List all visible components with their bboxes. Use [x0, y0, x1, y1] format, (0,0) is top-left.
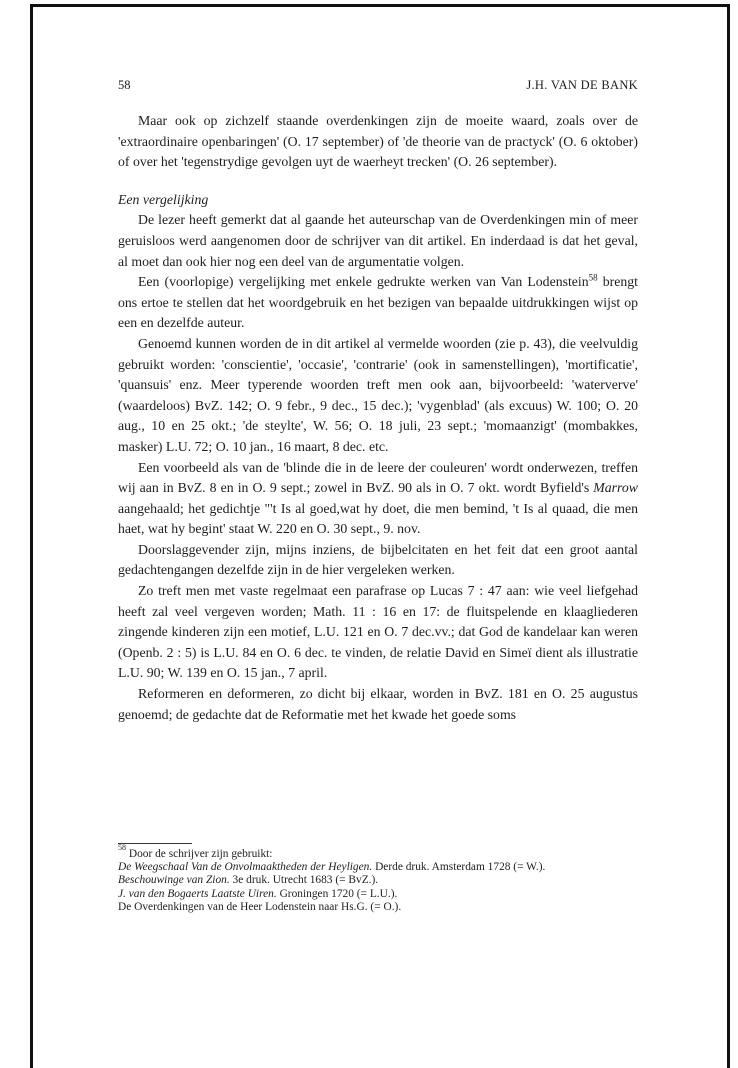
page-number: 58 — [118, 78, 131, 92]
footnote-title-1: De Weegschaal Van de Onvolmaaktheden der Heyligen. — [118, 861, 373, 874]
paragraph-5-text-a: Een voorbeeld als van de 'blinde die in de leere der couleuren' wordt onderwezen, treffen wij aan in BvZ. 8 en in O. 9 sept.; zowel in BvZ. 90 als in O. 7 okt. wordt Byfield's — [118, 459, 638, 496]
footnotes — [118, 843, 638, 914]
paragraph-6: Doorslaggevender zijn, mijns inziens, de bijbelcitaten en het feit dat een groot aantal gedachtengangen dezelfde zijn in de hier vergeleken werken. — [118, 541, 638, 578]
section-heading: Een vergelijking — [118, 191, 209, 207]
paragraph-3-text-a: Een (voorlopige) vergelijking met enkele gedrukte werken van Van Lodenstein — [138, 274, 589, 290]
footnote-reference[interactable]: 58 — [588, 272, 598, 283]
footnote-intro — [118, 843, 638, 861]
page-header — [118, 78, 638, 96]
footnote-title-2: Beschouwinge van Zion. — [118, 874, 230, 887]
paragraph-7: Zo treft men met vaste regelmaat een parafrase op Lucas 7 : 47 aan: wie veel liefgehad heeft zal veel vergeven worden; Math. 11 : 16 en 17: de fluitspelende en klaagliederen zingende kinderen zijn een motief, L.U. 121 en O. 7 dec.vv.; dat God de kandelaar kan weren (Openb. 2 : 5) is L.U. 84 en O. 6 dec. te vinden, de relatie David en Simeï dient als illustratie L.U. 90; W. 139 en O. 15 jan., 7 april. — [118, 583, 638, 681]
paragraph-1: Maar ook op zichzelf staande overdenkingen zijn de moeite waard, zoals over de 'extraordinaire openbaringen' (O. 17 september) of 'de theorie van de practyck' (O. 6 oktober) of over het 'tegenstrydige gevolgen uyt de waerheyt trecken' (O. 26 september). — [118, 113, 638, 170]
page-frame-right — [727, 4, 730, 1068]
footnote-line-3 — [118, 888, 638, 901]
page-frame-left — [30, 4, 33, 1068]
footnote-line-1 — [118, 861, 638, 874]
footnote-divider — [118, 843, 192, 844]
running-head: J.H. VAN DE BANK — [526, 78, 638, 92]
footnote-title-3: J. van den Bogaerts Laatste Uiren. — [118, 887, 277, 900]
body-text — [118, 111, 638, 725]
paragraph-8: Reformeren en deformeren, zo dicht bij elkaar, worden in BvZ. 181 en O. 25 augustus genoemd; de gedachte dat de Reformatie met het kwade het goede soms — [118, 686, 638, 722]
footnote-detail-3: Groningen 1720 (= L.U.). — [276, 887, 398, 900]
footnote-line-4: De Overdenkingen van de Heer Lodenstein naar Hs.G. (= O.). — [118, 900, 402, 913]
footnote-intro-text: Door de schrijver zijn gebruikt: — [128, 848, 273, 860]
paragraph-3-text-b: brengt ons ertoe te stellen dat het woordgebruik en het bezigen van bepaalde uitdrukkingen wijst op een en dezelfde auteur. — [118, 274, 638, 331]
paragraph-5-text-b: aangehaald; het gedichtje "'t Is al goed,wat hy doet, die men bemind, 't Is al quaad, die men haet, wat hy begint' staat W. 220 en O. 30 sept., 9. nov. — [118, 500, 638, 537]
footnote-detail-2: 3e druk. Utrecht 1683 (= BvZ.). — [229, 874, 379, 887]
page-frame-top — [30, 4, 730, 7]
paragraph-5 — [118, 458, 638, 540]
paragraph-3 — [118, 272, 638, 334]
paragraph-4: Genoemd kunnen worden de in dit artikel al vermelde woorden (zie p. 43), die veelvuldig gebruikt worden: 'conscientie', 'occasie', 'contrarie' (ook in samenstellingen), 'mortificatie', 'quansuis' enz. Meer typerende woorden treft men ook aan, bijvoorbeeld: 'waterverve' (waardeloos) BvZ. 142; O. 9 febr., 9 dec., 15 dec.); 'vygenblad' (als excuus) W. 100; O. 20 aug., 10 en 25 okt.; 'de steylte', W. 56; O. 18 juli, 23 sept.; 'momaanzigt' (mombakkes, masker) L.U. 72; O. 10 jan., 16 maart, 8 dec. etc. — [118, 335, 638, 454]
footnote-line-2 — [118, 874, 638, 887]
paragraph-2: De lezer heeft gemerkt dat al gaande het auteurschap van de Overdenkingen min of meer geruisloos werd aangenomen door de schrijver van dit artikel. En inderdaad is dat het geval, al moet dan ook hier nog een deel van de argumentatie volgen. — [118, 212, 638, 269]
book-title-marrow: Marrow — [593, 480, 638, 496]
footnote-detail-1: Derde druk. Amsterdam 1728 (= W.). — [372, 861, 546, 874]
footnote-number: 58 — [118, 843, 126, 852]
